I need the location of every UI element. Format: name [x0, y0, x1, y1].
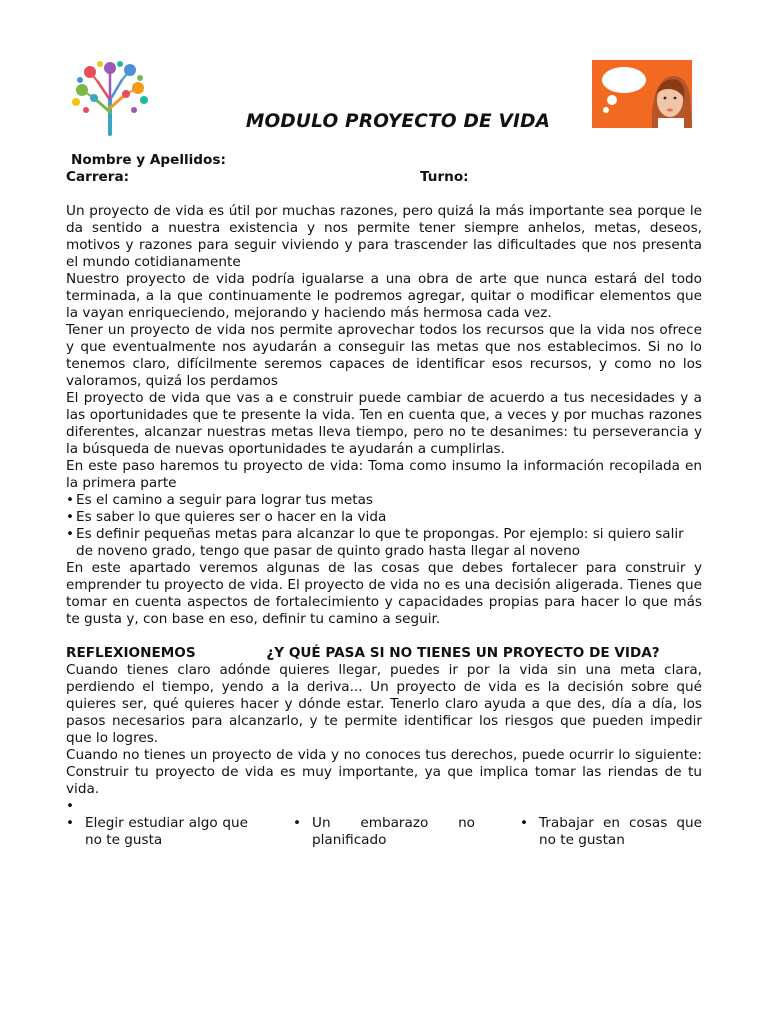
list-item: • Es saber lo que quieres ser o hacer en la vida	[66, 509, 702, 526]
shift-label: Turno:	[420, 169, 469, 185]
intro-paragraph: Tener un proyecto de vida nos permite aprovechar todos los recursos que la vida nos ofrece y que eventualmente nos ayudarán a conseguir las metas que nos establecimos. Si no lo tenemos claro, difícilmente seremos capaces de identificar esos recursos, y como no los valoramos, quizá los perdamos	[66, 322, 702, 389]
career-shift-line	[66, 169, 702, 186]
reflection-heading	[66, 645, 702, 662]
list-item: • Es el camino a seguir para lograr tus metas	[66, 492, 702, 509]
intro-paragraph: En este paso haremos tu proyecto de vida: Toma como insumo la información recopilada en la primera parte	[66, 458, 702, 491]
intro-paragraph: Un proyecto de vida es útil por muchas razones, pero quizá la más importante sea porque le da sentido a nuestra existencia y nos permite tener siempre anhelos, metas, deseos, motivos y razones para seguir viviendo y para trascender las dificultades que nos presenta el mundo cotidianamente	[66, 203, 702, 270]
column-bullet: • Trabajar en cosas que no te gustan	[520, 815, 702, 849]
bullet-list	[66, 492, 702, 560]
document-body	[66, 152, 702, 849]
intro-paragraph: Nuestro proyecto de vida podría igualarse a una obra de arte que nunca estará del todo terminada, a la que continuamente le podremos agregar, quitar o modificar elementos que la vayan enriqueciendo, mejorando y haciendo más hermosa cada vez.	[66, 271, 702, 321]
intro-paragraph: El proyecto de vida que vas a e construir puede cambiar de acuerdo a tus necesidades y a las oportunidades que te presente la vida. Ten en cuenta que, a veces y por muchas razones diferentes, alcanzar nuestras metas lleva tiempo, pero no te desanimes: tu perseverancia y la búsqueda de nuevas oportunidades te ayudarán a cumplirlas.	[66, 390, 702, 457]
reflection-label: REFLEXIONEMOS	[66, 645, 196, 661]
career-label: Carrera:	[66, 169, 130, 185]
column-bullet: • Un embarazo no planificado	[293, 815, 475, 849]
column-bullet: • Elegir estudiar algo que no te gusta	[66, 815, 248, 849]
after-bullets-paragraph: En este apartado veremos algunas de las cosas que debes fortalecer para construir y emprender tu proyecto de vida. El proyecto de vida no es una decisión aligerada. Tienes que tomar en cuenta aspectos de fortalecimiento y capacidades propias para hacer lo que más te gusta y, con base en eso, definir tu camino a seguir.	[66, 560, 702, 627]
column-bullets	[66, 815, 702, 849]
name-field-label: Nombre y Apellidos:	[71, 152, 226, 168]
document-title: MODULO PROYECTO DE VIDA	[245, 111, 551, 132]
reflection-paragraph: Cuando tienes claro adónde quieres llegar, puedes ir por la vida sin una meta clara, perdiendo el tiempo, yendo a la deriva... Un proyecto de vida es la decisión sobre qué quieres ser, qué quieres hacer y dónde estar. Tenerlo claro ayuda a que des, día a día, los pasos necesarios para alcanzarlo, y te permite identificar los riesgos que pueden impedir que lo logres.	[66, 662, 702, 746]
empty-bullet	[66, 798, 702, 815]
list-item: • Es definir pequeñas metas para alcanzar lo que te propongas. Por ejemplo: si quiero salir de noveno grado, tengo que pasar de quinto grado hasta llegar al noveno	[66, 526, 702, 560]
reflection-paragraph: Cuando no tienes un proyecto de vida y no conoces tus derechos, puede ocurrir lo siguiente: Construir tu proyecto de vida es muy importante, ya que implica tomar las riendas de tu vida.	[66, 747, 702, 797]
reflection-question: ¿Y QUÉ PASA SI NO TIENES UN PROYECTO DE VIDA?	[266, 645, 660, 661]
